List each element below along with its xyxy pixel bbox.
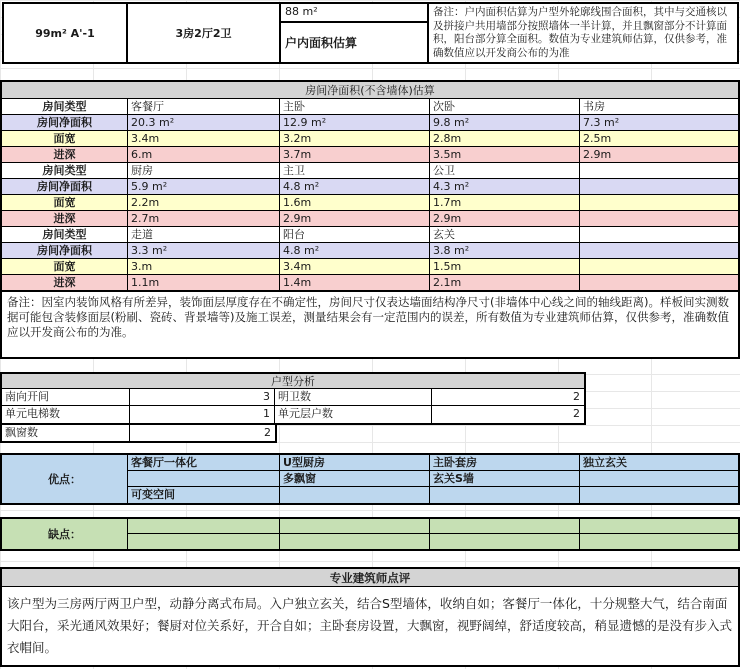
room-cell: 主卫 [280, 163, 430, 179]
pros-cell [430, 487, 580, 503]
analysis-value: 2 [264, 426, 271, 439]
review-title: 专业建筑师点评 [2, 569, 738, 587]
room-cell: 4.3 m² [430, 179, 580, 195]
analysis-value: 1 [130, 406, 275, 423]
room-cell: 厨房 [128, 163, 280, 179]
unit-id-cell: 99m² A'-1 [4, 4, 128, 62]
analysis-value: 3 [130, 389, 275, 406]
room-cell: 3.3 m² [128, 243, 280, 259]
unit-layout-cell: 3房2厅2卫 [128, 4, 281, 62]
cons-cell [128, 534, 280, 549]
room-table-row [2, 179, 738, 195]
cons-cell [128, 519, 280, 534]
pros-cell [580, 471, 738, 487]
room-row-label: 房间类型 [2, 227, 128, 243]
room-cell: 2.8m [430, 131, 580, 147]
room-row-label: 面宽 [2, 195, 128, 211]
room-cell: 主卧 [280, 99, 430, 115]
room-cell: 3.4m [128, 131, 280, 147]
room-cell: 阳台 [280, 227, 430, 243]
pros-cell [280, 487, 430, 503]
room-cell: 2.2m [128, 195, 280, 211]
room-row-label: 房间净面积 [2, 243, 128, 259]
pros-cell: 玄关S墙 [430, 471, 580, 487]
room-row-label: 房间类型 [2, 163, 128, 179]
room-cell: 2.9m [280, 211, 430, 227]
cons-cell [430, 534, 580, 549]
room-cell: 次卧 [430, 99, 580, 115]
room-row-label: 进深 [2, 275, 128, 291]
room-row-label: 进深 [2, 211, 128, 227]
room-table-note: 备注：因室内装饰风格有所差异，装饰面层厚度存在不确定性，房间尺寸仅表达墙面结构净尺寸(非墙体中心线之间的轴线距离)。样板间实测数据可能包含装修面层(粉刷、瓷砖、背景墙等)及施工误差，测量结果会有一定范围内的误差，所有数值为专业建筑师估算，仅供参考，准确数值应以开发商公布的为准。 [2, 291, 738, 357]
room-cell: 玄关 [430, 227, 580, 243]
cons-cell [280, 519, 430, 534]
room-cell: 3.m [128, 259, 280, 275]
room-table-row [2, 99, 738, 115]
pros-cell: 主卧套房 [430, 455, 580, 471]
room-row-label: 房间净面积 [2, 115, 128, 131]
analysis-row-baywindow [0, 424, 277, 443]
unit-header-table [2, 2, 739, 64]
room-row-label: 面宽 [2, 259, 128, 275]
room-cell: 3.2m [280, 131, 430, 147]
room-cell: 12.9 m² [280, 115, 430, 131]
unit-analysis-table [0, 372, 586, 425]
analysis-label: 南向开间 [2, 389, 130, 406]
room-cell [580, 163, 738, 179]
room-cell: 公卫 [430, 163, 580, 179]
room-cell: 1.1m [128, 275, 280, 291]
room-cell: 20.3 m² [128, 115, 280, 131]
room-cell [580, 179, 738, 195]
room-cell: 3.4m [280, 259, 430, 275]
cons-cell [580, 519, 738, 534]
pros-cell [580, 487, 738, 503]
room-cell: 6.m [128, 147, 280, 163]
room-cell: 2.9m [430, 211, 580, 227]
room-cell [580, 227, 738, 243]
cons-cell [580, 534, 738, 549]
room-cell: 2.9m [580, 147, 738, 163]
analysis-row [2, 389, 584, 406]
pros-cell: 可变空间 [128, 487, 280, 503]
room-row-label: 房间净面积 [2, 179, 128, 195]
analysis-label: 明卫数 [275, 389, 432, 406]
room-cell [580, 195, 738, 211]
pros-cell: 客餐厅一体化 [128, 455, 280, 471]
room-table-row [2, 131, 738, 147]
room-table-row [2, 163, 738, 179]
architect-review-section [0, 567, 740, 667]
room-row-label: 房间类型 [2, 99, 128, 115]
room-cell: 2.5m [580, 131, 738, 147]
room-cell [580, 259, 738, 275]
room-cell [580, 243, 738, 259]
room-cell: 2.1m [430, 275, 580, 291]
cons-cell [430, 519, 580, 534]
room-cell: 1.5m [430, 259, 580, 275]
room-cell: 1.6m [280, 195, 430, 211]
pros-label: 优点： [2, 455, 128, 503]
room-table-row [2, 243, 738, 259]
pros-table [0, 453, 740, 505]
room-cell: 3.7m [280, 147, 430, 163]
room-cell: 2.7m [128, 211, 280, 227]
room-cell [580, 275, 738, 291]
room-cell: 1.7m [430, 195, 580, 211]
pros-cell: U型厨房 [280, 455, 430, 471]
pros-cell: 多飘窗 [280, 471, 430, 487]
room-cell: 书房 [580, 99, 738, 115]
analysis-label: 单元层户数 [275, 406, 432, 423]
indoor-area-title: 户内面积估算 [285, 36, 358, 50]
room-cell: 1.4m [280, 275, 430, 291]
room-cell: 7.3 m² [580, 115, 738, 131]
room-cell: 走道 [128, 227, 280, 243]
room-cell: 4.8 m² [280, 179, 430, 195]
room-area-table [0, 80, 740, 359]
pros-cell [128, 471, 280, 487]
room-table-row [2, 147, 738, 163]
analysis-label: 飘窗数 [2, 425, 130, 441]
review-text: 该户型为三房两厅两卫户型，动静分离式布局。入户独立玄关，结合S型墙体，收纳自如；客餐厅一体化，十分规整大气，结合南面大阳台，采光通风效果好；餐厨对位关系好，开合自如；主卧套房设置，大飘窗，视野阔绰，舒适度较高，稍显遗憾的是没有步入式衣帽间。 [7, 596, 733, 655]
room-cell: 3.8 m² [430, 243, 580, 259]
room-row-label: 面宽 [2, 131, 128, 147]
room-table-body [2, 99, 738, 291]
room-table-row [2, 115, 738, 131]
cons-label: 缺点： [2, 519, 128, 549]
room-cell: 9.8 m² [430, 115, 580, 131]
room-cell: 4.8 m² [280, 243, 430, 259]
room-cell: 3.5m [430, 147, 580, 163]
header-note: 备注：户内面积估算为户型外轮廓线围合面积，其中与交通核以及拼接户共用墙部分按照墙体一半计算，并且飘窗部分不计算面积，阳台部分算全面积。数值为专业建筑师估算，仅供参考，准确数值应以开发商公布的为准 [433, 6, 727, 59]
room-table-row [2, 227, 738, 243]
indoor-area-value: 88 m² [281, 4, 427, 23]
room-table-row [2, 195, 738, 211]
room-cell: 客餐厅 [128, 99, 280, 115]
room-row-label: 进深 [2, 147, 128, 163]
analysis-body [2, 389, 584, 423]
room-cell: 5.9 m² [128, 179, 280, 195]
cons-table [0, 517, 740, 551]
room-table-row [2, 211, 738, 227]
analysis-title: 户型分析 [2, 374, 584, 389]
analysis-value: 2 [432, 389, 584, 406]
room-table-row [2, 275, 738, 291]
room-table-row [2, 259, 738, 275]
pros-cell: 独立玄关 [580, 455, 738, 471]
analysis-label: 单元电梯数 [2, 406, 130, 423]
room-table-title: 房间净面积(不含墙体)估算 [2, 82, 738, 99]
analysis-value: 2 [573, 407, 580, 420]
indoor-area-cell [281, 4, 429, 62]
analysis-row [2, 406, 584, 423]
room-cell [580, 211, 738, 227]
cons-cell [280, 534, 430, 549]
